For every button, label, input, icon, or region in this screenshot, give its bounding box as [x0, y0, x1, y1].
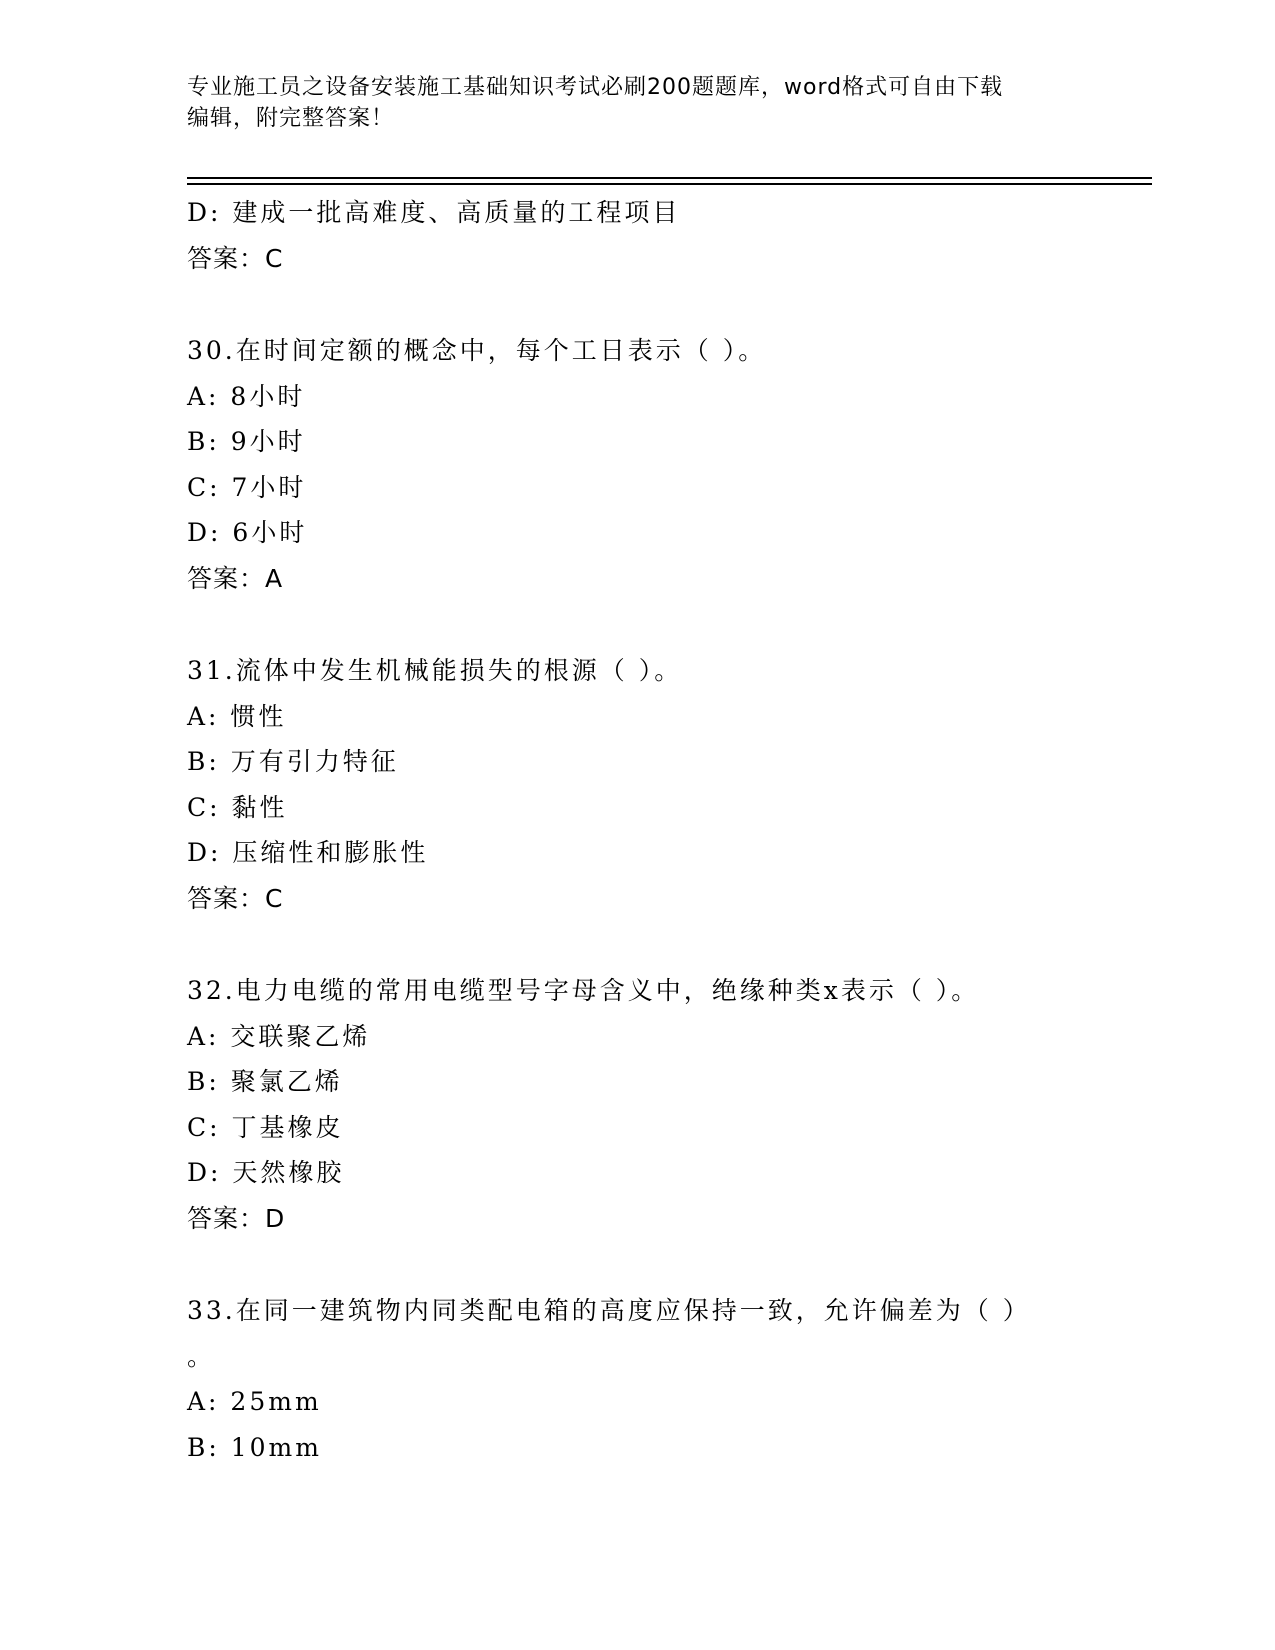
- question-list: [187, 190, 1087, 1470]
- option-c: C: 黏性: [187, 792, 288, 822]
- option-a: A: 8小时: [187, 381, 306, 411]
- option-b: B: 聚氯乙烯: [187, 1067, 343, 1096]
- option-d: D: 天然橡胶: [187, 1158, 345, 1187]
- option-a: A: 交联聚乙烯: [187, 1021, 371, 1051]
- option-a: A: 惯性: [187, 701, 287, 731]
- answer: 答案：A: [187, 563, 284, 593]
- option-c: C: 7小时: [187, 472, 307, 502]
- option-d: D: 压缩性和膨胀性: [187, 838, 429, 867]
- answer: 答案：D: [187, 1203, 286, 1233]
- question-33: [187, 1288, 1087, 1470]
- question-stem-continuation: 。: [187, 1341, 216, 1371]
- option-d: D: 建成一批高难度、高质量的工程项目: [187, 198, 681, 227]
- question-stem: 32.电力电缆的常用电缆型号字母含义中，绝缘种类x表示（ ）。: [187, 976, 980, 1005]
- option-c: C: 丁基橡皮: [187, 1112, 344, 1142]
- option-b: B: 万有引力特征: [187, 747, 399, 776]
- question-stem: 33.在同一建筑物内同类配电箱的高度应保持一致，允许偏差为（ ）: [187, 1296, 1031, 1325]
- question-32: [187, 968, 1087, 1241]
- header-rule-top: [187, 177, 1152, 179]
- header-line-1: 专业施工员之设备安装施工基础知识考试必刷200题题库，word格式可自由下载: [187, 75, 1004, 100]
- option-b: B: 9小时: [187, 427, 306, 456]
- header-line-2: 编辑，附完整答案！: [187, 106, 395, 131]
- answer: 答案：C: [187, 883, 284, 913]
- question-31: [187, 648, 1087, 921]
- question-stem: 31.流体中发生机械能损失的根源（ ）。: [187, 656, 683, 685]
- question-previous: [187, 190, 1087, 281]
- question-30: [187, 328, 1087, 601]
- answer: 答案：C: [187, 243, 284, 273]
- question-stem: 30.在时间定额的概念中，每个工日表示（ ）。: [187, 336, 767, 365]
- option-d: D: 6小时: [187, 518, 308, 547]
- document-header: [187, 72, 1067, 134]
- option-a: A: 25mm: [187, 1387, 322, 1416]
- option-b: B: 10mm: [187, 1432, 322, 1462]
- header-rule-bottom: [187, 183, 1152, 185]
